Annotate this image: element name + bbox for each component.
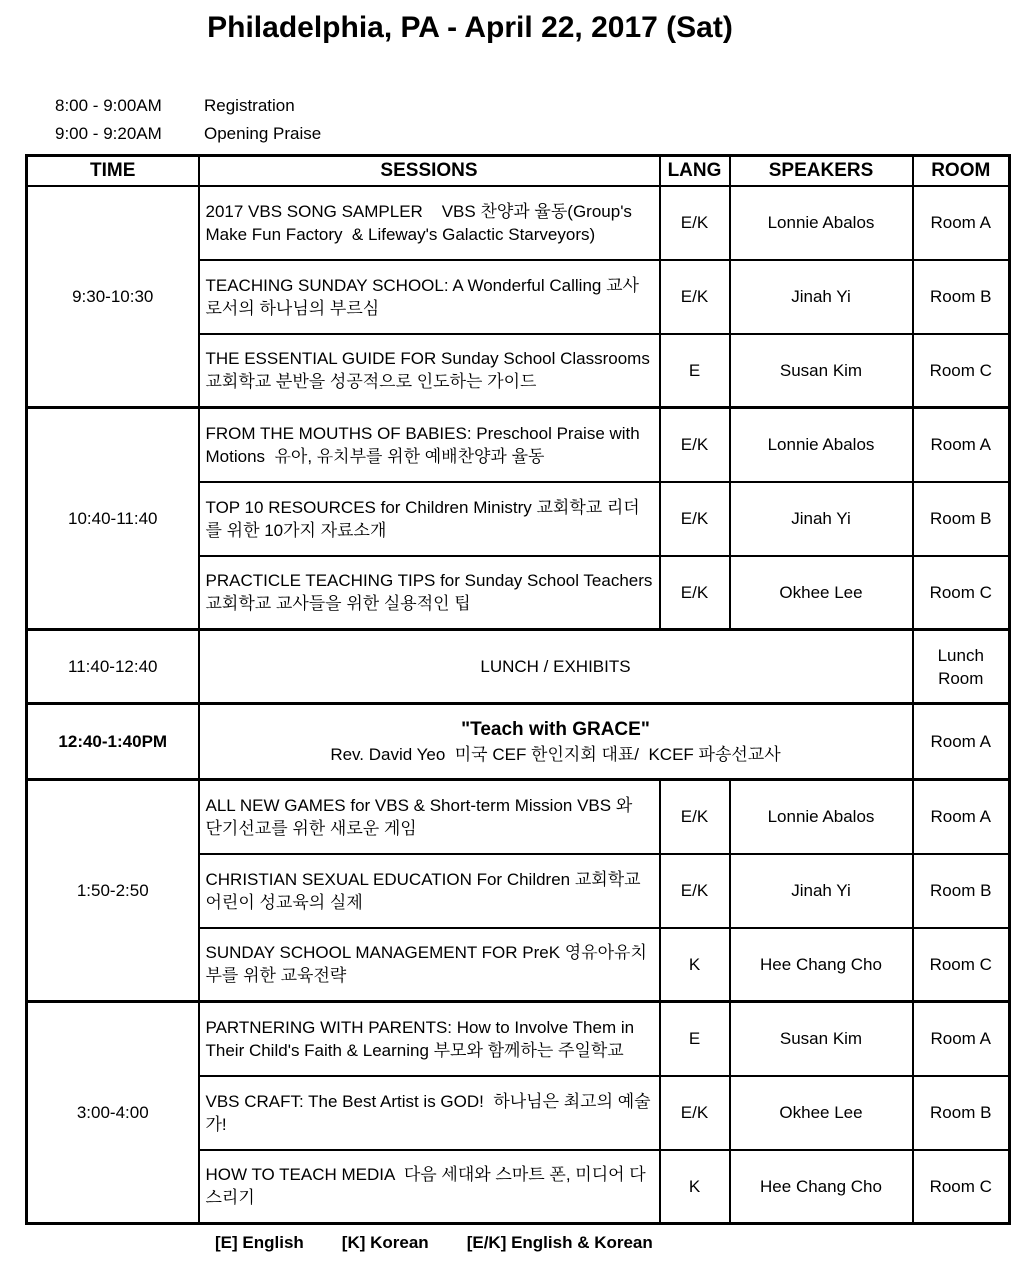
column-header-room: ROOM — [913, 156, 1010, 186]
lunch-cell: LUNCH / EXHIBITS — [199, 630, 913, 704]
lang-cell: E/K — [660, 482, 730, 556]
session-cell: ALL NEW GAMES for VBS & Short-term Mission VBS 와 단기선교를 위한 새로운 게임 — [199, 780, 660, 854]
room-cell: Room B — [913, 1076, 1010, 1150]
speaker-cell: Lonnie Abalos — [730, 408, 913, 482]
pre-schedule-event: Registration — [204, 96, 295, 115]
speaker-cell: Jinah Yi — [730, 854, 913, 928]
session-cell: VBS CRAFT: The Best Artist is GOD! 하나님은 최고의 예술가! — [199, 1076, 660, 1150]
lang-cell: E/K — [660, 854, 730, 928]
time-cell: 1:50-2:50 — [27, 780, 199, 1002]
lang-cell: K — [660, 1150, 730, 1224]
room-cell: Room A — [913, 704, 1010, 780]
room-cell: Room A — [913, 186, 1010, 260]
table-row — [27, 408, 1010, 482]
table-row — [27, 1002, 1010, 1076]
lang-cell: E/K — [660, 408, 730, 482]
keynote-row — [27, 704, 1010, 780]
pre-schedule — [55, 92, 1033, 148]
speaker-cell: Susan Kim — [730, 334, 913, 408]
room-cell: Room C — [913, 556, 1010, 630]
session-cell: 2017 VBS SONG SAMPLER VBS 찬양과 율동(Group's Make Fun Factory & Lifeway's Galactic Starveyors) — [199, 186, 660, 260]
speaker-cell: Hee Chang Cho — [730, 928, 913, 1002]
time-cell: 10:40-11:40 — [27, 408, 199, 630]
column-header-speakers: SPEAKERS — [730, 156, 913, 186]
pre-schedule-row — [55, 92, 1033, 120]
session-cell: FROM THE MOUTHS OF BABIES: Preschool Praise with Motions 유아, 유치부를 위한 예배찬양과 율동 — [199, 408, 660, 482]
session-cell: TEACHING SUNDAY SCHOOL: A Wonderful Calling 교사로서의 하나님의 부르심 — [199, 260, 660, 334]
room-cell: Room A — [913, 408, 1010, 482]
room-cell: Room B — [913, 482, 1010, 556]
lang-cell: E/K — [660, 1076, 730, 1150]
language-legend — [215, 1233, 1033, 1253]
time-cell: 9:30-10:30 — [27, 186, 199, 408]
pre-schedule-row — [55, 120, 1033, 148]
keynote-subtitle: Rev. David Yeo 미국 CEF 한인지회 대표/ KCEF 파송선교사 — [330, 744, 781, 764]
session-cell: HOW TO TEACH MEDIA 다음 세대와 스마트 폰, 미디어 다스리기 — [199, 1150, 660, 1224]
header-row — [27, 156, 1010, 186]
table-row — [27, 186, 1010, 260]
speaker-cell: Lonnie Abalos — [730, 186, 913, 260]
time-cell: 11:40-12:40 — [27, 630, 199, 704]
lang-cell: E/K — [660, 186, 730, 260]
room-cell: Room B — [913, 854, 1010, 928]
pre-schedule-time: 9:00 - 9:20AM — [55, 124, 162, 143]
page-title: Philadelphia, PA - April 22, 2017 (Sat) — [207, 11, 733, 44]
room-cell: Room A — [913, 780, 1010, 854]
speaker-cell: Okhee Lee — [730, 1076, 913, 1150]
column-header-lang: LANG — [660, 156, 730, 186]
lang-cell: K — [660, 928, 730, 1002]
lang-cell: E — [660, 334, 730, 408]
speaker-cell: Hee Chang Cho — [730, 1150, 913, 1224]
speaker-cell: Jinah Yi — [730, 260, 913, 334]
session-cell: CHRISTIAN SEXUAL EDUCATION For Children 교회학교 어린이 성교육의 실제 — [199, 854, 660, 928]
table-row — [27, 780, 1010, 854]
legend-item-english-korean: [E/K] English & Korean — [466, 1233, 653, 1252]
column-header-time: TIME — [27, 156, 199, 186]
pre-schedule-time: 8:00 - 9:00AM — [55, 96, 162, 115]
room-cell: Room C — [913, 334, 1010, 408]
lang-cell: E/K — [660, 260, 730, 334]
lang-cell: E — [660, 1002, 730, 1076]
pre-schedule-event: Opening Praise — [204, 124, 322, 143]
session-cell: PARTNERING WITH PARENTS: How to Involve Them in Their Child's Faith & Learning 부모와 함께하는 주일학교 — [199, 1002, 660, 1076]
speaker-cell: Jinah Yi — [730, 482, 913, 556]
time-cell: 3:00-4:00 — [27, 1002, 199, 1224]
room-cell: Room C — [913, 928, 1010, 1002]
legend-item-english: [E] English — [215, 1233, 304, 1252]
lang-cell: E/K — [660, 556, 730, 630]
session-cell: SUNDAY SCHOOL MANAGEMENT FOR PreK 영유아유치부를 위한 교육전략 — [199, 928, 660, 1002]
room-cell: Room A — [913, 1002, 1010, 1076]
session-cell: TOP 10 RESOURCES for Children Ministry 교회학교 리더를 위한 10가지 자료소개 — [199, 482, 660, 556]
room-cell: Room C — [913, 1150, 1010, 1224]
legend-item-korean: [K] Korean — [341, 1233, 429, 1252]
room-cell: Lunch Room — [913, 630, 1010, 704]
room-cell: Room B — [913, 260, 1010, 334]
schedule-table — [25, 154, 1011, 1225]
speaker-cell: Susan Kim — [730, 1002, 913, 1076]
lunch-row — [27, 630, 1010, 704]
time-cell: 12:40-1:40PM — [27, 704, 199, 780]
speaker-cell: Okhee Lee — [730, 556, 913, 630]
session-cell: PRACTICLE TEACHING TIPS for Sunday School Teachers 교회학교 교사들을 위한 실용적인 팁 — [199, 556, 660, 630]
speaker-cell: Lonnie Abalos — [730, 780, 913, 854]
keynote-title: "Teach with GRACE" — [461, 718, 650, 740]
keynote-cell — [199, 704, 913, 780]
lang-cell: E/K — [660, 780, 730, 854]
column-header-sessions: SESSIONS — [199, 156, 660, 186]
session-cell: THE ESSENTIAL GUIDE FOR Sunday School Classrooms 교회학교 분반을 성공적으로 인도하는 가이드 — [199, 334, 660, 408]
